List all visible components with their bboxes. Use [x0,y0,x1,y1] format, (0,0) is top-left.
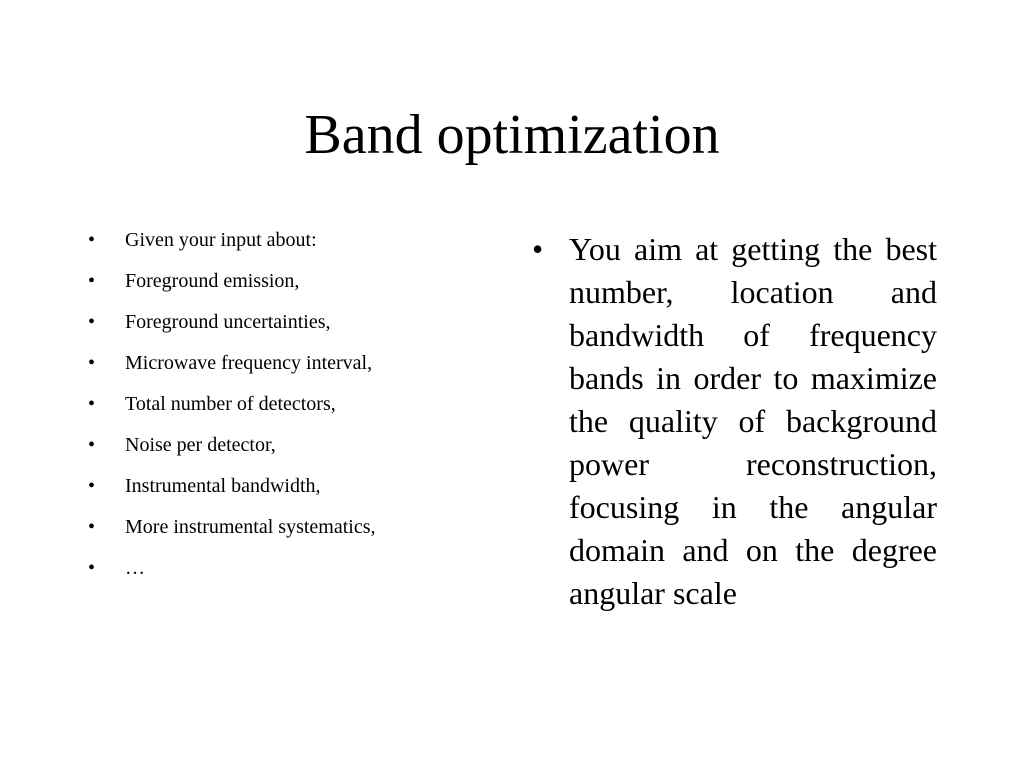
input-list-item-text: Microwave frequency interval, [125,352,373,374]
input-list-item-text: … [125,557,145,579]
goal-list [532,228,937,615]
bullet-icon: • [88,311,96,333]
input-list-item [88,351,508,375]
goal-list-item [532,228,937,615]
input-list-item-text: Foreground uncertainties, [125,311,331,333]
input-list-item [88,474,508,498]
bullet-icon: • [88,434,96,456]
input-list-item-text: Given your input about: [125,229,317,251]
input-list-item [88,556,508,580]
input-list-item [88,228,508,252]
goal-list-item-text: You aim at getting the best number, location and bandwidth of frequency bands in order to maximize the quality of background power reconstruction, focusing in the angular domain and on the degree angular scale [569,231,937,611]
bullet-icon: • [532,231,544,267]
bullet-icon: • [88,475,96,497]
input-list-item [88,433,508,457]
input-list-item [88,310,508,334]
input-list-item-text: More instrumental systematics, [125,516,376,538]
input-list-item [88,269,508,293]
input-list-item [88,392,508,416]
input-list [88,228,508,597]
bullet-icon: • [88,557,96,579]
input-list-item-text: Instrumental bandwidth, [125,475,321,497]
input-list-item [88,515,508,539]
bullet-icon: • [88,270,96,292]
input-list-item-text: Total number of detectors, [125,393,336,415]
bullet-icon: • [88,229,96,251]
bullet-icon: • [88,393,96,415]
slide-title: Band optimization [304,104,720,166]
bullet-icon: • [88,352,96,374]
input-list-item-text: Noise per detector, [125,434,276,456]
input-list-item-text: Foreground emission, [125,270,300,292]
bullet-icon: • [88,516,96,538]
